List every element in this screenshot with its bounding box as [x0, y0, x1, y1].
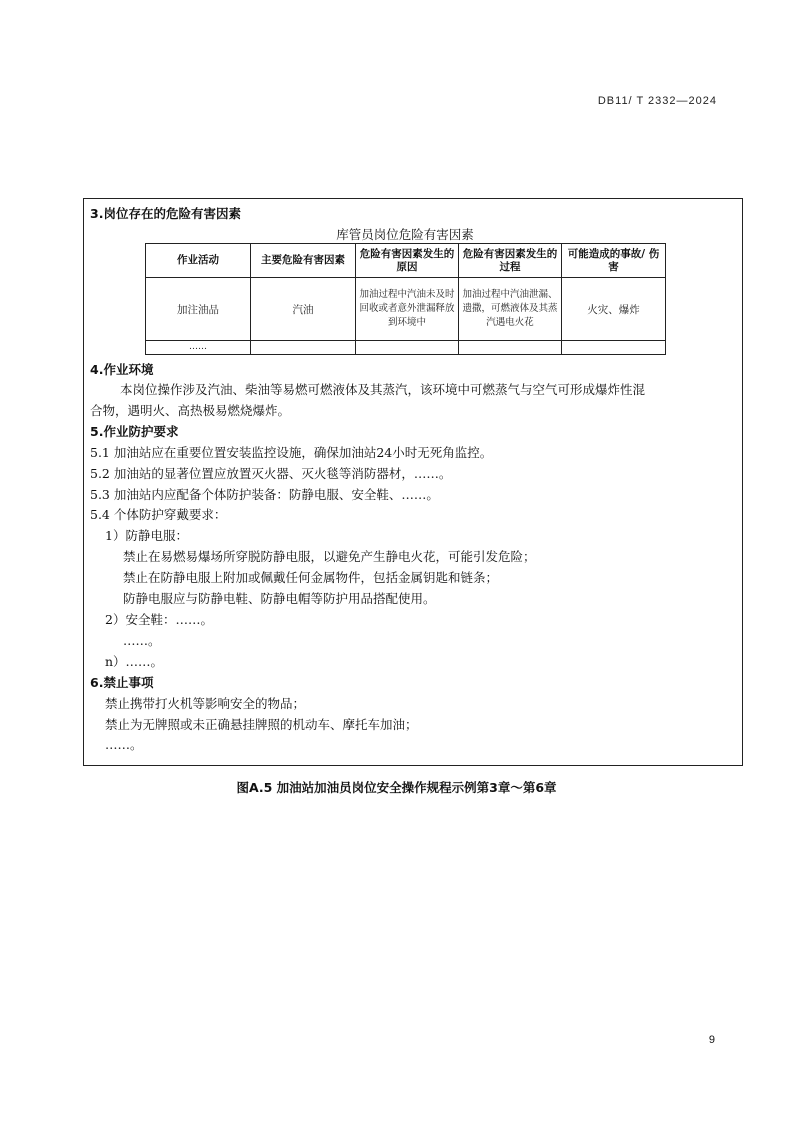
section-5-subitem-detail: ……。: [123, 633, 161, 648]
section-6-item: 禁止为无牌照或未正确悬挂牌照的机动车、摩托车加油；: [105, 717, 418, 732]
section-5-heading: 5.作业防护要求: [90, 424, 179, 439]
table-header-row: [146, 244, 666, 278]
section-5-subitem: n）……。: [105, 654, 164, 669]
section-5-item: 5.2 加油站的显著位置应放置灭火器、灭火毯等消防器材，……。: [90, 466, 452, 481]
section-4-heading: 4.作业环境: [90, 362, 154, 377]
table-cell: 加油过程中汽油泄漏、遗撒，可燃液体及其蒸汽遇电火花: [459, 278, 562, 341]
table-row: [146, 278, 666, 341]
column-header: 主要危险有害因素: [251, 244, 356, 278]
table-title: 库管员岗位危险有害因素: [336, 227, 474, 242]
column-header: 可能造成的事故/ 伤害: [562, 244, 666, 278]
column-header: 作业活动: [146, 244, 251, 278]
section-5-subitem: 2）安全鞋：……。: [105, 612, 213, 627]
table-row: [146, 341, 666, 355]
section-5-subitem-detail: 禁止在防静电服上附加或佩戴任何金属物件，包括金属钥匙和链条；: [123, 570, 499, 585]
table-cell: [356, 341, 459, 355]
section-5-subitem-detail: 禁止在易燃易爆场所穿脱防静电服，以避免产生静电火花，可能引发危险；: [123, 549, 536, 564]
section-5-item: 5.4 个体防护穿戴要求：: [90, 507, 227, 522]
table-cell: 加油过程中汽油未及时回收或者意外泄漏释放到环境中: [356, 278, 459, 341]
table-cell: 火灾、爆炸: [562, 278, 666, 341]
section-5-subitem: 1）防静电服：: [105, 528, 188, 543]
table-cell: [251, 341, 356, 355]
section-5-item: 5.1 加油站应在重要位置安装监控设施，确保加油站24小时无死角监控。: [90, 445, 493, 460]
column-header: 危险有害因素发生的原因: [356, 244, 459, 278]
section-3-heading: 3.岗位存在的危险有害因素: [90, 206, 241, 221]
section-5-subitem-detail: 防静电服应与防静电鞋、防静电帽等防护用品搭配使用。: [123, 591, 436, 606]
section-4-paragraph-line: 合物，遇明火、高热极易燃烧爆炸。: [90, 403, 291, 418]
table-cell: [562, 341, 666, 355]
section-6-item: 禁止携带打火机等影响安全的物品；: [105, 696, 306, 711]
section-4-paragraph-line: 本岗位操作涉及汽油、柴油等易燃可燃液体及其蒸汽，该环境中可燃蒸气与空气可形成爆炸性混: [120, 382, 646, 397]
table-cell: [459, 341, 562, 355]
table-cell: 加注油品: [146, 278, 251, 341]
hazard-table: [145, 243, 666, 355]
table-cell: ……: [146, 341, 251, 355]
document-code: DB11/ T 2332—2024: [597, 95, 717, 107]
section-5-item: 5.3 加油站内应配备个体防护装备：防静电服、安全鞋、……。: [90, 487, 439, 502]
column-header: 危险有害因素发生的过程: [459, 244, 562, 278]
section-6-heading: 6.禁止事项: [90, 675, 154, 690]
table-cell: 汽油: [251, 278, 356, 341]
figure-caption: 图A.5 加油站加油员岗位安全操作规程示例第3章～第6章: [236, 780, 557, 795]
page-number: 9: [708, 1034, 715, 1046]
section-6-item: ……。: [105, 737, 143, 752]
